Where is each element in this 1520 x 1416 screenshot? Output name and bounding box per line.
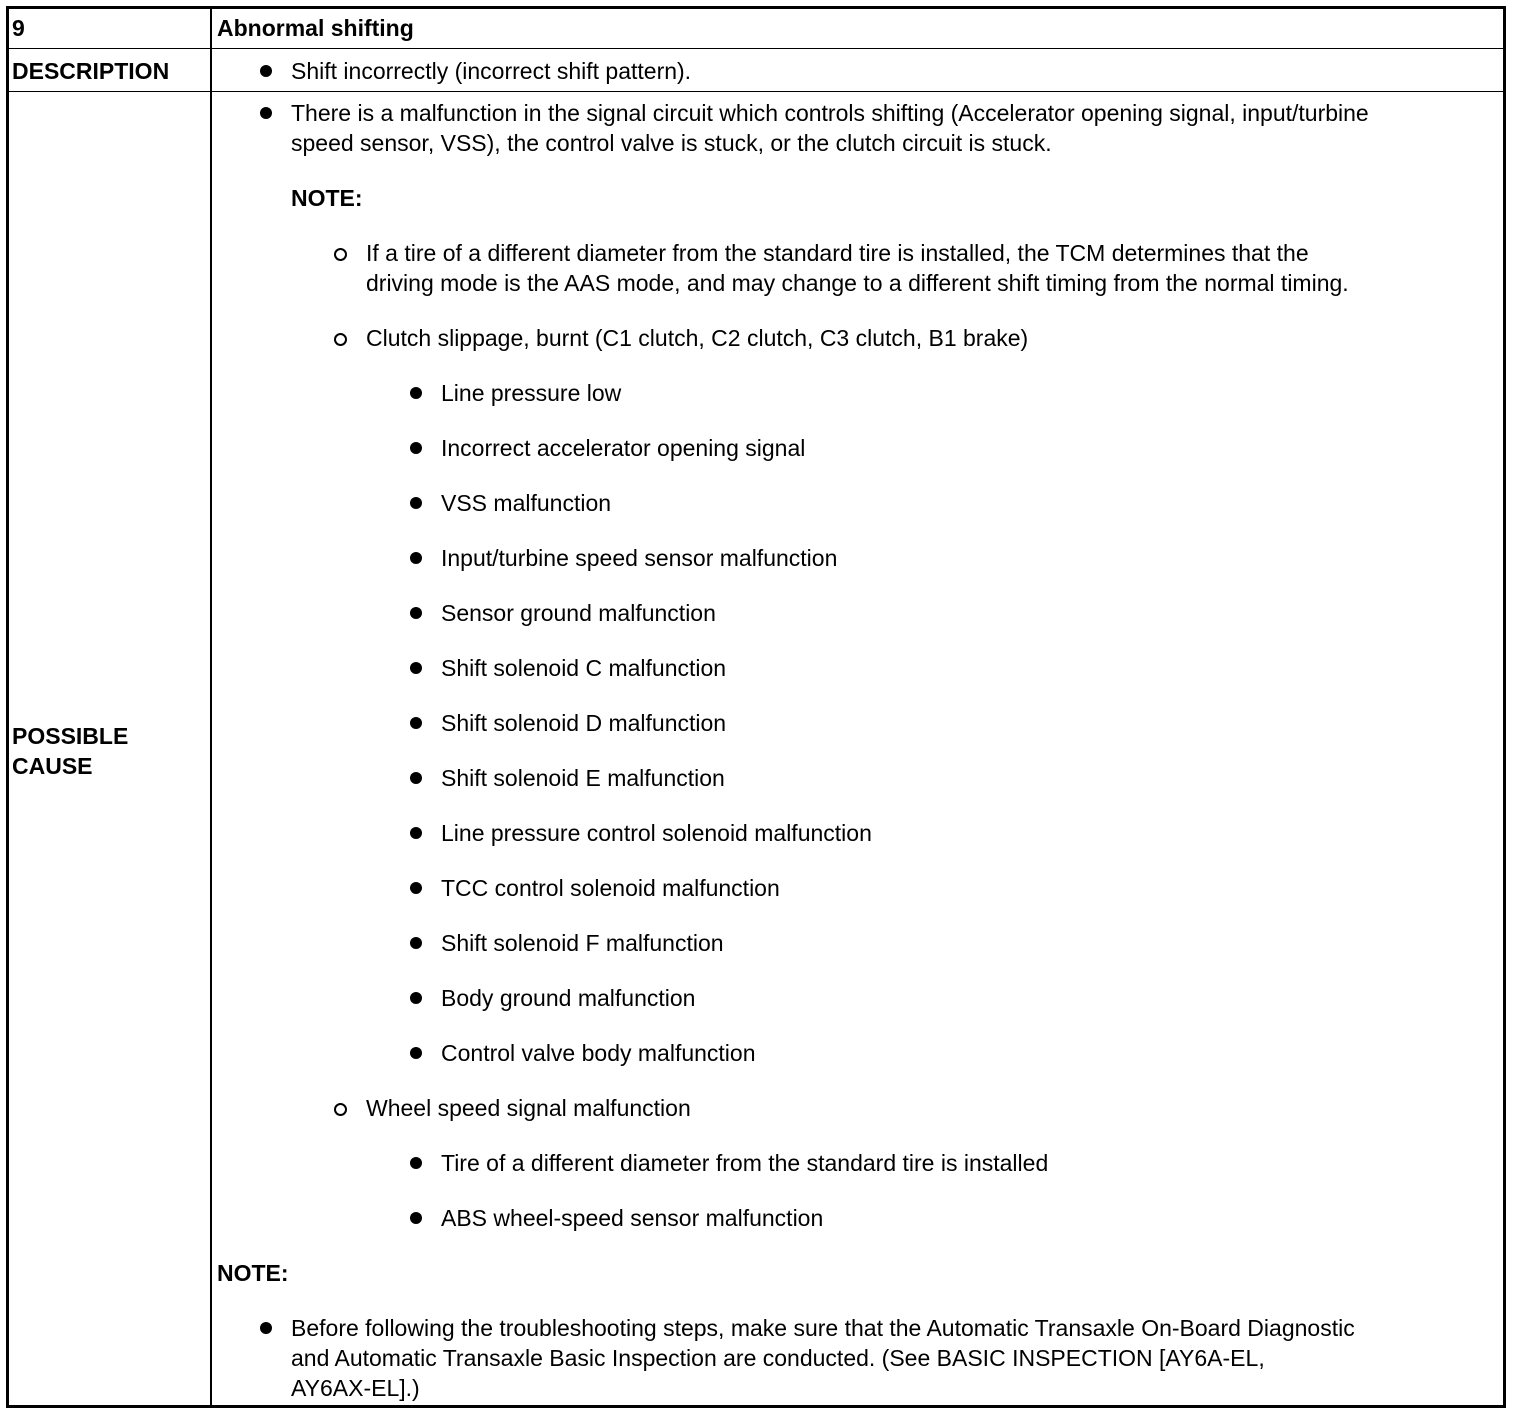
sub-item: TCC control solenoid malfunction (441, 875, 780, 901)
sub-item: Shift solenoid F malfunction (441, 930, 724, 956)
main-cause-line2: speed sensor, VSS), the control valve is stuck, or the clutch circuit is stuck. (291, 130, 1052, 156)
bullet-icon (260, 1322, 272, 1334)
bullet-icon (410, 662, 422, 674)
sub-item: VSS malfunction (441, 490, 612, 516)
note-label: NOTE: (291, 185, 363, 211)
bullet-icon (410, 827, 422, 839)
main-cause-line1: There is a malfunction in the signal circuit which controls shifting (Accelerator opening signal, input/turbine (291, 100, 1369, 126)
bullet-icon (410, 552, 422, 564)
sub-item: Shift solenoid D malfunction (441, 710, 727, 736)
final-note-label: NOTE: (217, 1260, 289, 1286)
description-label: DESCRIPTION (12, 58, 170, 84)
bullet-icon (260, 65, 272, 77)
row-number: 9 (12, 15, 25, 41)
sub-item: ABS wheel-speed sensor malfunction (441, 1205, 824, 1231)
sub-item: Shift solenoid E malfunction (441, 765, 725, 791)
row-title: Abnormal shifting (217, 15, 414, 41)
note-item-clutch: Clutch slippage, burnt (C1 clutch, C2 clutch, C3 clutch, B1 brake) (366, 325, 1029, 351)
bullet-icon (410, 387, 422, 399)
possible-cause-label-line1: POSSIBLE (12, 723, 129, 749)
description-item: Shift incorrectly (incorrect shift pattern). (291, 58, 692, 84)
bullet-icon (410, 1212, 422, 1224)
note-item-line1: If a tire of a different diameter from the standard tire is installed, the TCM determines that the (366, 240, 1309, 266)
final-note-line2: and Automatic Transaxle Basic Inspection are conducted. (See BASIC INSPECTION [AY6A-EL, (291, 1345, 1265, 1371)
sub-item: Input/turbine speed sensor malfunction (441, 545, 838, 571)
bullet-icon (410, 607, 422, 619)
bullet-icon (410, 442, 422, 454)
sub-item: Incorrect accelerator opening signal (441, 435, 806, 461)
hollow-bullet-icon (334, 248, 347, 261)
sub-item: Shift solenoid C malfunction (441, 655, 727, 681)
column-divider (210, 9, 212, 1405)
note-item-wheel-speed: Wheel speed signal malfunction (366, 1095, 691, 1121)
sub-item: Line pressure control solenoid malfunction (441, 820, 872, 846)
bullet-icon (410, 937, 422, 949)
bullet-icon (260, 107, 272, 119)
note-item-line2: driving mode is the AAS mode, and may change to a different shift timing from the normal timing. (366, 270, 1349, 296)
troubleshooting-table (6, 6, 1506, 1408)
bullet-icon (410, 992, 422, 1004)
final-note-line3: AY6AX-EL].) (291, 1375, 420, 1401)
possible-cause-label-line2: CAUSE (12, 753, 93, 779)
sub-item: Sensor ground malfunction (441, 600, 716, 626)
bullet-icon (410, 882, 422, 894)
sub-item: Line pressure low (441, 380, 622, 406)
bullet-icon (410, 1157, 422, 1169)
sub-item: Control valve body malfunction (441, 1040, 756, 1066)
final-note-line1: Before following the troubleshooting steps, make sure that the Automatic Transaxle On-Board Diagnostic (291, 1315, 1355, 1341)
row-divider-description (9, 91, 1503, 92)
sub-item: Tire of a different diameter from the standard tire is installed (441, 1150, 1049, 1176)
bullet-icon (410, 497, 422, 509)
hollow-bullet-icon (334, 1103, 347, 1116)
sub-item: Body ground malfunction (441, 985, 696, 1011)
bullet-icon (410, 1047, 422, 1059)
hollow-bullet-icon (334, 333, 347, 346)
bullet-icon (410, 772, 422, 784)
bullet-icon (410, 717, 422, 729)
row-divider-header (9, 48, 1503, 49)
